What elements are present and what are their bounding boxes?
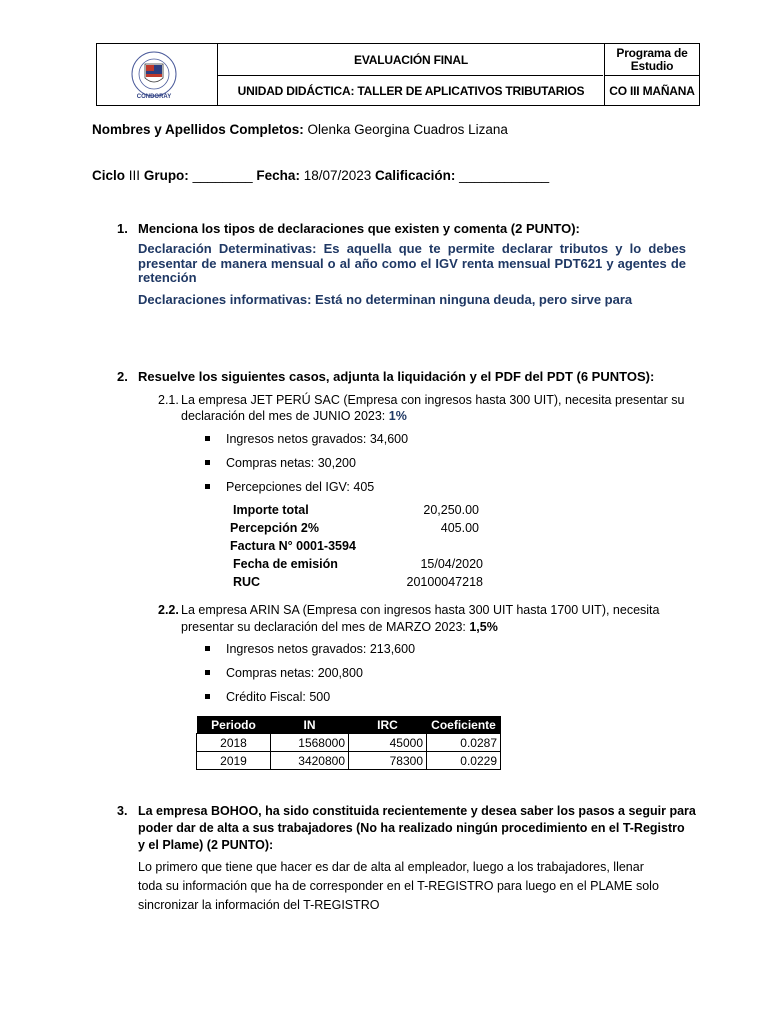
- case-2-1-line1: La empresa JET PERÚ SAC (Empresa con ingresos hasta 300 UIT), necesita presentar su: [181, 393, 685, 407]
- table-header-row: [197, 716, 501, 734]
- case-2-1-line2: [181, 409, 407, 423]
- program-value: CO III MAÑANA: [605, 75, 699, 107]
- column-header: IRC: [349, 716, 427, 734]
- table-cell: 2019: [197, 752, 271, 770]
- table-row: [197, 734, 501, 752]
- name-value: Olenka Georgina Cuadros Lizana: [307, 122, 508, 137]
- list-item: [205, 666, 363, 680]
- detail-value: 20,250.00: [423, 503, 479, 517]
- bullet-text: Percepciones del IGV: 405: [226, 480, 375, 494]
- fecha-value: 18/07/2023: [303, 168, 372, 183]
- ciclo-value: III: [128, 168, 141, 183]
- detail-value: 20100047218: [406, 575, 483, 589]
- table-cell: 78300: [349, 752, 427, 770]
- program-label: Programa de Estudio: [616, 45, 688, 73]
- q3-answer-line3: sincronizar la información del T-REGISTRO: [138, 898, 380, 912]
- bullet-icon: [205, 484, 210, 489]
- header-title: EVALUACIÓN FINAL: [354, 52, 468, 67]
- case-2-2-number: 2.2.: [158, 603, 179, 617]
- detail-value: 15/04/2020: [420, 557, 483, 571]
- list-item: [205, 690, 330, 704]
- q3-answer-line2: toda su información que ha de corresponder en el T-REGISTRO para luego en el PLAME solo: [138, 879, 659, 893]
- case-2-2-rate: 1,5%: [469, 620, 498, 634]
- grupo-label: Grupo:: [143, 168, 189, 183]
- header-unit: UNIDAD DIDÁCTICA: TALLER DE APLICATIVOS TRIBUTARIOS: [237, 84, 585, 98]
- q3-line1: La empresa BOHOO, ha sido constituida recientemente y desea saber los pasos a seguir para: [138, 804, 696, 818]
- table-cell: 2018: [197, 734, 271, 752]
- case-2-2-line2-text: presentar su declaración del mes de MARZO 2023:: [181, 620, 466, 634]
- list-item: [205, 456, 356, 470]
- logo-text: CONDORAY: [136, 94, 172, 100]
- bullet-text: Compras netas: 30,200: [226, 456, 356, 470]
- bullet-text: Crédito Fiscal: 500: [226, 690, 331, 704]
- detail-label: RUC: [233, 575, 261, 589]
- calificacion-label: Calificación:: [375, 168, 456, 183]
- list-item: [205, 642, 415, 656]
- bullet-icon: [205, 646, 210, 651]
- calificacion-value: ____________: [459, 168, 550, 183]
- name-label: Nombres y Apellidos Completos:: [92, 122, 304, 137]
- detail-value: 405.00: [440, 521, 479, 535]
- case-2-1-number: 2.1.: [158, 393, 179, 407]
- institute-logo: [125, 50, 183, 102]
- bullet-icon: [205, 670, 210, 675]
- bullet-text: Ingresos netos gravados: 213,600: [226, 642, 416, 656]
- column-header: Periodo: [197, 716, 271, 734]
- q3-answer-line1: Lo primero que tiene que hacer es dar de alta al empleador, luego a los trabajadores, llenar: [138, 860, 644, 874]
- case-2-2-line2: [181, 620, 498, 634]
- table-cell: 1568000: [271, 734, 349, 752]
- q3-line3: y el Plame) (2 PUNTO):: [138, 838, 274, 852]
- table-row: [197, 752, 501, 770]
- case-2-1-line2-text: declaración del mes de JUNIO 2023:: [181, 409, 386, 423]
- list-item: [205, 432, 408, 446]
- list-item: [205, 480, 374, 494]
- header-table: [96, 43, 700, 106]
- ciclo-label: Ciclo: [92, 168, 126, 183]
- fecha-label: Fecha:: [256, 168, 300, 183]
- detail-label: Factura N° 0001-3594: [230, 539, 356, 553]
- student-meta-line: [92, 168, 549, 183]
- q1-number: 1.: [117, 221, 128, 236]
- q2-text: Resuelve los siguientes casos, adjunta la liquidación y el PDF del PDT (6 PUNTOS):: [138, 369, 655, 384]
- case-2-1-rate: 1%: [388, 409, 407, 423]
- q1-answer-determinativas: Declaración Determinativas: Es aquella que te permite declarar tributos y lo debes presentar de manera mensual o al año como el IGV renta mensual PDT621 y agentes de retención: [138, 241, 686, 285]
- bullet-text: Compras netas: 200,800: [226, 666, 363, 680]
- table-cell: 0.0229: [427, 752, 501, 770]
- table-cell: 45000: [349, 734, 427, 752]
- detail-label: Fecha de emisión: [233, 557, 338, 571]
- q1-answer-informativas: Declaraciones informativas: Está no determinan ninguna deuda, pero sirve para: [138, 292, 633, 307]
- q2-number: 2.: [117, 369, 128, 384]
- table-cell: 0.0287: [427, 734, 501, 752]
- bullet-icon: [205, 436, 210, 441]
- table-cell: 3420800: [271, 752, 349, 770]
- q3-line2: poder dar de alta a sus trabajadores (No ha realizado ningún procedimiento en el T-Registro: [138, 821, 685, 835]
- bullet-icon: [205, 694, 210, 699]
- column-header: Coeficiente: [427, 716, 501, 734]
- student-name-line: [92, 122, 508, 137]
- column-header: IN: [271, 716, 349, 734]
- bullet-icon: [205, 460, 210, 465]
- detail-label: Importe total: [233, 503, 309, 517]
- q1-text: Menciona los tipos de declaraciones que existen y comenta (2 PUNTO):: [138, 221, 580, 236]
- q3-number: 3.: [117, 804, 128, 818]
- case-2-2-line1: La empresa ARIN SA (Empresa con ingresos hasta 300 UIT hasta 1700 UIT), necesita: [181, 603, 660, 617]
- detail-label: Percepción 2%: [230, 521, 319, 535]
- grupo-value: ________: [192, 168, 253, 183]
- irc-table: [196, 716, 501, 770]
- bullet-text: Ingresos netos gravados: 34,600: [226, 432, 409, 446]
